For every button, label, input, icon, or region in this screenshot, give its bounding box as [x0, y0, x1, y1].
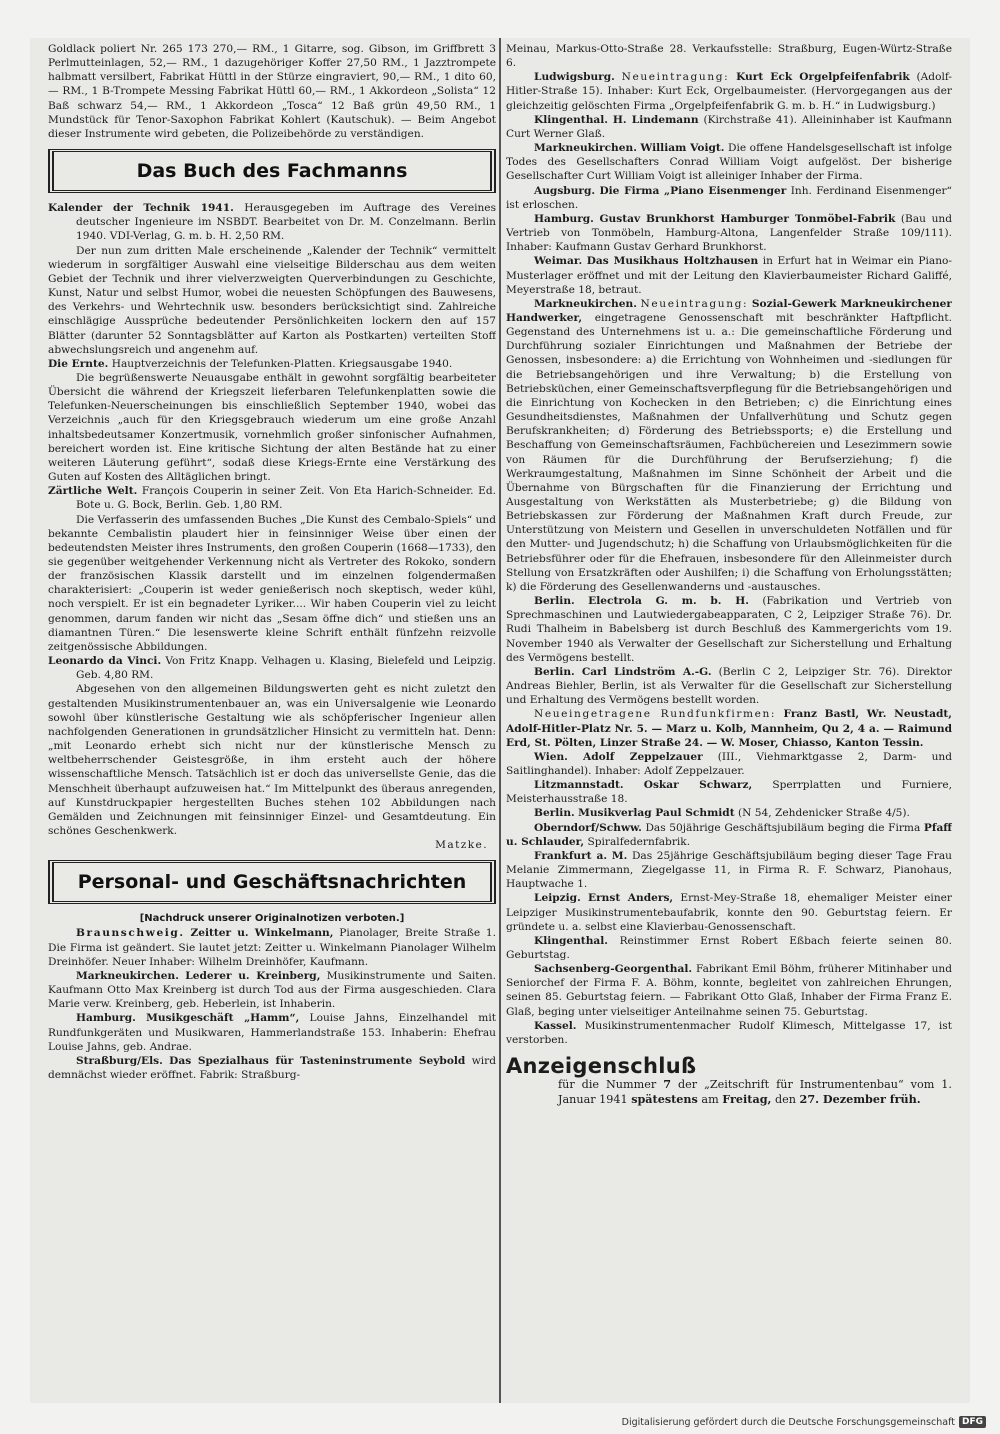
- news-item: Ludwigsburg. Neueintragung: Kurt Eck Orgelpfeifenfabrik (Adolf-Hitler-Straße 15). Inhaber: Kurt Eck, Orgelbaumeister. (Hervorgegangen aus der gleichzeitig gelöschten Firma „Orgelpfeifenfabrik G. m. b. H.“ in Ludwigsburg.): [506, 71, 952, 112]
- news-item: Oberndorf/Schww. Das 50jährige Geschäftsjubiläum beging die Firma Pfaff u. Schlauder, Spiralfedernfabrik.: [506, 821, 952, 848]
- right-column: [506, 42, 952, 1400]
- news-item: Klingenthal. Reinstimmer Ernst Robert Eßbach feierte seinen 80. Geburtstag.: [506, 934, 952, 961]
- section-heading-buch: Das Buch des Fachmanns: [48, 149, 496, 193]
- book-review-leonardo: Leonardo da Vinci. Von Fritz Knapp. Velhagen u. Klasing, Bielefeld und Leipzig. Geb. 4,80 RM.: [48, 655, 496, 682]
- newspaper-page: [30, 38, 970, 1403]
- news-item: Berlin. Musikverlag Paul Schmidt (N 54, Zehdenicker Straße 4/5).: [534, 807, 910, 820]
- book-review-kalender: Kalender der Technik 1941. Herausgegeben im Auftrage des Vereines deutscher Ingenieure im NSBDT. Bearbeitet von Dr. M. Conzelmann. Berlin 1940. VDI-Verlag, G. m. b. H. 2,50 RM.: [48, 202, 496, 243]
- section-heading-personal: Personal- und Geschäftsnachrichten: [48, 860, 496, 904]
- news-item: Kassel. Musikinstrumentenmacher Rudolf Klimesch, Mittelgasse 17, ist verstorben.: [506, 1019, 952, 1046]
- book-review-ernte: Die Ernte. Hauptverzeichnis der Telefunken-Platten. Kriegsausgabe 1940.: [48, 357, 453, 370]
- news-item: Berlin. Electrola G. m. b. H. (Fabrikation und Vertrieb von Sprechmaschinen und Lautwiedergabeapparaten, C 2, Leipziger Straße 76). Dr. Rudi Thalheim in Babelsberg ist durch Beschluß des Kammergerichts vom 19. November 1940 als Verwalter der Gesellschaft zur Sicherstellung und Erhaltung des Vermögens bestellt.: [506, 595, 952, 664]
- news-item: Hamburg. Musikgeschäft „Hamm“, Louise Jahns, Einzelhandel mit Rundfunkgeräten und Musikwaren, Hammerlandstraße 153. Inhaberin: Ehefrau Louise Jahns, geb. Andrae.: [48, 1012, 496, 1053]
- news-item: Markneukirchen. Neueintragung: Sozial-Gewerk Markneukirchener Handwerker, eingetragene Genossenschaft mit beschränkter Haftpflicht. Gegenstand des Unternehmens ist u. a.: Die gemeinschaftliche Förderung und Durchführung sozialer Einrichtungen und Maßnahmen der Betriebe der Genossen, insbesondere: a) die Errichtung von Wohnheimen und -siedlungen für die Betriebsangehörigen und ihre Verwaltung; b) die Erstellung von Betriebsküchen, einer Gemeinschaftsverpflegung für die Betriebsangehörigen und die Einrichtung von Kochecken in den Betrieben; c) die Einrichtung eines Gesundheitsdienstes, Maßnahmen der Unfallverhütung und Schutz gegen Berufskrankheiten; d) Förderung des Betriebssports; e) die Erstellung und Beschaffung von Gemeinschaftsräumen, Fachbüchereien und Lesezimmern sowie von Räumen für die Durchführung der Berufserziehung; f) die Werkraumgestaltung, Maßnahmen im Sinne Schönheit der Arbeit und die Übernahme von Bürgschaften für die Finanzierung der Errichtung und Ausgestaltung von Werkstätten als Musterbetriebe; g) die Bildung von Betriebskassen zur Förderung der Maßnahmen Kraft durch Freude, zur Unterstützung von Meistern und Gesellen in unverschuldeten Notfällen und für den Mutter- und Jugendschutz; h) die Schaffung von Urlaubsmöglichkeiten für die Betriebsführer oder für die Ehefrauen, insbesondere für den Alleinmeister durch Stellung von Ersatzkräften oder Aushilfen; i) die Schaffung von Erholungsstätten; k) die Förderung des Gesellenwanderns und -austausches.: [506, 297, 952, 593]
- news-item: Litzmannstadt. Oskar Schwarz, Sperrplatten und Furniere, Meisterhausstraße 18.: [506, 779, 952, 806]
- news-item: Sachsenberg-Georgenthal. Fabrikant Emil Böhm, früherer Mitinhaber und Seniorchef der Firma F. A. Böhm, konnte, begleitet von zahlreichen Ehrungen, seinen 85. Geburtstag feiern. — Fabrikant Otto Glaß, Inhaber der Firma Franz E. Glaß, beging unter vielseitiger Anteilnahme seinen 75. Geburtstag.: [506, 963, 952, 1018]
- ad-deadline-body: für die Nummer 7 der „Zeitschrift für Instrumentenbau“ vom 1. Januar 1941 spätestens am Freitag, den 27. Dezember früh.: [558, 1077, 952, 1107]
- book-review-leonardo-body: Abgesehen von den allgemeinen Bildungswerten geht es nicht zuletzt den gestaltenden Musikinstrumentenbauer an, was ein Universalgenie wie Leonardo sowohl über künstlerische Gestaltung wie als schöpferischer Ingenieur allen nachfolgenden Generationen in grundsätzlicher Hinsicht zu vermitteln hat. Denn: „mit Leonardo erhebt sich nicht nur der künstlerische Mensch zu weltbeherrschender Geistesgröße, in ihm ersteht auch der höhere wissenschaftliche Mensch. Tatsächlich ist er doch das universellste Genie, das die Menschheit überhaupt aufzuweisen hat.“ Im Mittelpunkt des überaus anregenden, auf Kunstdruckpapier hergestellten Buches stehen 102 Abbildungen nach Gemälden und Zeichnungen mit feinsinniger Einzel- und Gesamtdeutung. Ein schönes Geschenkwerk.: [48, 683, 496, 837]
- news-item: Markneukirchen. William Voigt. Die offene Handelsgesellschaft ist infolge Todes des Gesellschafters Conrad William Voigt aufgelöst. Der bisherige Gesellschafter Curt William Voigt ist alleiniger Inhaber der Firma.: [506, 142, 952, 183]
- news-item: Straßburg/Els. Das Spezialhaus für Tasteninstrumente Seybold wird demnächst wieder eröffnet. Fabrik: Straßburg-: [48, 1054, 496, 1081]
- news-item: Augsburg. Die Firma „Piano Eisenmenger Inh. Ferdinand Eisenmenger“ ist erloschen.: [506, 184, 952, 211]
- news-item: Markneukirchen. Lederer u. Kreinberg, Musikinstrumente und Saiten. Kaufmann Otto Max Kreinberg ist durch Tod aus der Firma ausgeschieden. Clara Marie verw. Kreinberg, geb. Heberlein, ist Inhaberin.: [48, 969, 496, 1011]
- news-item: Weimar. Das Musikhaus Holtzhausen in Erfurt hat in Weimar ein Piano-Musterlager eröffnet und mit der Leitung den Klavierbaumeister Richard Galiffé, Meyerstraße 18, betraut.: [506, 255, 952, 296]
- news-item: Klingenthal. H. Lindemann (Kirchstraße 41). Alleininhaber ist Kaufmann Curt Werner Glaß.: [506, 113, 952, 140]
- news-item: Braunschweig. Zeitter u. Winkelmann, Pianolager, Breite Straße 1. Die Firma ist geändert. Sie lautet jetzt: Zeitter u. Winkelmann Pianolager Wilhelm Dreinhöfer. Neuer Inhaber: Wilhelm Dreinhöfer, Kaufmann.: [48, 927, 496, 968]
- reprint-notice: [Nachdruck unserer Originalnotizen verboten.]: [139, 913, 405, 925]
- news-item: Neueingetragene Rundfunkfirmen: Franz Bastl, Wr. Neustadt, Adolf-Hitler-Platz Nr. 5. — Marz u. Kolb, Mannheim, Qu 2, 4 a. — Raimund Erd, St. Pölten, Linzer Straße 24. — W. Moser, Chiasso, Kanton Tessin.: [506, 708, 952, 749]
- news-item: Frankfurt a. M. Das 25jährige Geschäftsjubiläum beging dieser Tage Frau Melanie Zimmermann, Ziegelgasse 11, in Firma R. F. Schwarz, Pianohaus, Hauptwache 1.: [506, 849, 952, 891]
- book-review-zaertliche-welt-body: Die Verfasserin des umfassenden Buches „Die Kunst des Cembalo-Spiels“ und bekannte Cembalistin plaudert hier in feinsinniger Weise über einen der bedeutendsten Meister ihres Instruments, den großen Couperin (1668—1733), den sie gegenüber weitgehender Verkennung nicht als Vertreter des Rokoko, sondern der französischen Klassik darstellt und im einzelnen folgendermaßen charakterisiert: „Couperin ist weder genießerisch noch skeptisch, weder kühl, noch verspielt. Er ist ein begnadeter Lyriker.... Wir haben Couperin viel zu leicht genommen, darum fanden wir nicht das „Sesam öffne dich“ und stießen uns an diamantnen Türen.“ Die lesenswerte kleine Schrift enthält fünfzehn reizvolle zeitgenössische Abbildungen.: [48, 513, 496, 653]
- left-column: [48, 42, 496, 1400]
- digitization-credit: Digitalisierung gefördert durch die Deutsche Forschungsgemeinschaft DFG: [622, 1416, 986, 1428]
- column-divider: [499, 38, 501, 1403]
- ad-deadline-title: Anzeigenschluß: [506, 1054, 697, 1079]
- news-item: Leipzig. Ernst Anders, Ernst-Mey-Straße 18, ehemaliger Meister einer Leipziger Musikinstrumentebaufabrik, konnte den 90. Geburtstag feiern. Er gründete u. a. selbst eine Klavierbau-Genossenschaft.: [506, 892, 952, 933]
- book-review-zaertliche-welt: Zärtliche Welt. François Couperin in seiner Zeit. Von Eta Harich-Schneider. Ed. Bote u. G. Bock, Berlin. Geb. 1,80 RM.: [48, 485, 496, 512]
- book-review-kalender-body: Der nun zum dritten Male erscheinende „Kalender der Technik“ vermittelt wiederum in sorgfältiger Auswahl eine vielseitige Bilderschau aus dem weiten Gebiet der Technik und ihrer vielverzweigten Querverbindungen zu Geschichte, Kunst, Natur und selbst Humor, wobei die neuesten Schöpfungen des Bauwesens, des Verkehrs- und Wehrtechnik usw. besonders berücksichtigt sind. Zahlreiche einschlägige Aussprüche bedeutender Persönlichkeiten lockern den auf 157 Blätter (darunter 52 Sonntagsblätter auf Karton als Postkarten) verteilten Stoff abwechslungsreich und angenehm auf.: [48, 244, 496, 356]
- news-item: Hamburg. Gustav Brunkhorst Hamburger Tonmöbel-Fabrik (Bau und Vertrieb von Tonmöbeln, Hamburg-Altona, Langenfelder Straße 109/111). Inhaber: Kaufmann Gustav Gerhard Brunkhorst.: [506, 212, 952, 254]
- dfg-logo-icon: DFG: [959, 1416, 986, 1428]
- review-signature: Matzke.: [435, 839, 488, 852]
- news-item: Meinau, Markus-Otto-Straße 28. Verkaufsstelle: Straßburg, Eugen-Würtz-Straße 6.: [506, 43, 952, 70]
- news-item: Berlin. Carl Lindström A.-G. (Berlin C 2, Leipziger Str. 76). Direktor Andreas Biehler, Berlin, ist als Verwalter für die Gesellschaft zur Sicherstellung und Erhaltung des Vermögens bestellt worden.: [506, 665, 952, 707]
- news-item: Wien. Adolf Zeppelzauer (III., Viehmarktgasse 2, Darm- und Saitlinghandel). Inhaber: Adolf Zeppelzauer.: [506, 750, 952, 777]
- book-review-ernte-body: Die begrüßenswerte Neuausgabe enthält in gewohnt sorgfältig bearbeiteter Übersicht die während der Kriegszeit lieferbaren Telefunkenplatten sowie die Telefunken-Neuerscheinungen bis einschließlich September 1940, wobei das Verzeichnis „auch für den Kriegsgebrauch wiederum um eine große Anzahl inhaltsbedeutsamer Konzertmusik, vornehmlich großer sinfonischer Aufnahmen, bereichert worden ist. Eine kritische Sichtung der alten Bestände hat zu einer weiteren Läuterung geführt“, sodaß diese Kriegs-Ernte eine Verstärkung des Guten auf Kosten des Alltäglichen bringt.: [48, 371, 496, 484]
- intro-paragraph: Goldlack poliert Nr. 265 173 270,— RM., 1 Gitarre, sog. Gibson, im Griffbrett 3 Perlmutteinlagen, 52,— RM., 1 dazugehöriger Koffer 27,50 RM., 1 Jazztrompete halbmatt versilbert, Fabrikat Hüttl in der Stürze eingraviert, 90,— RM., 1 dito 60,— RM., 1 B-Trompete Messing Fabrikat Hüttl 60,— RM., 1 Akkordeon „Solista“ 12 Baß schwarz 54,— RM., 1 Akkordeon „Tosca“ 12 Baß grün 49,50 RM., 1 Mundstück für Tenor-Saxophon Fabrikat Kohlert (Kautschuk). — Beim Angebot dieser Instrumente wird gebeten, die Polizeibehörde zu verständigen.: [48, 43, 496, 140]
